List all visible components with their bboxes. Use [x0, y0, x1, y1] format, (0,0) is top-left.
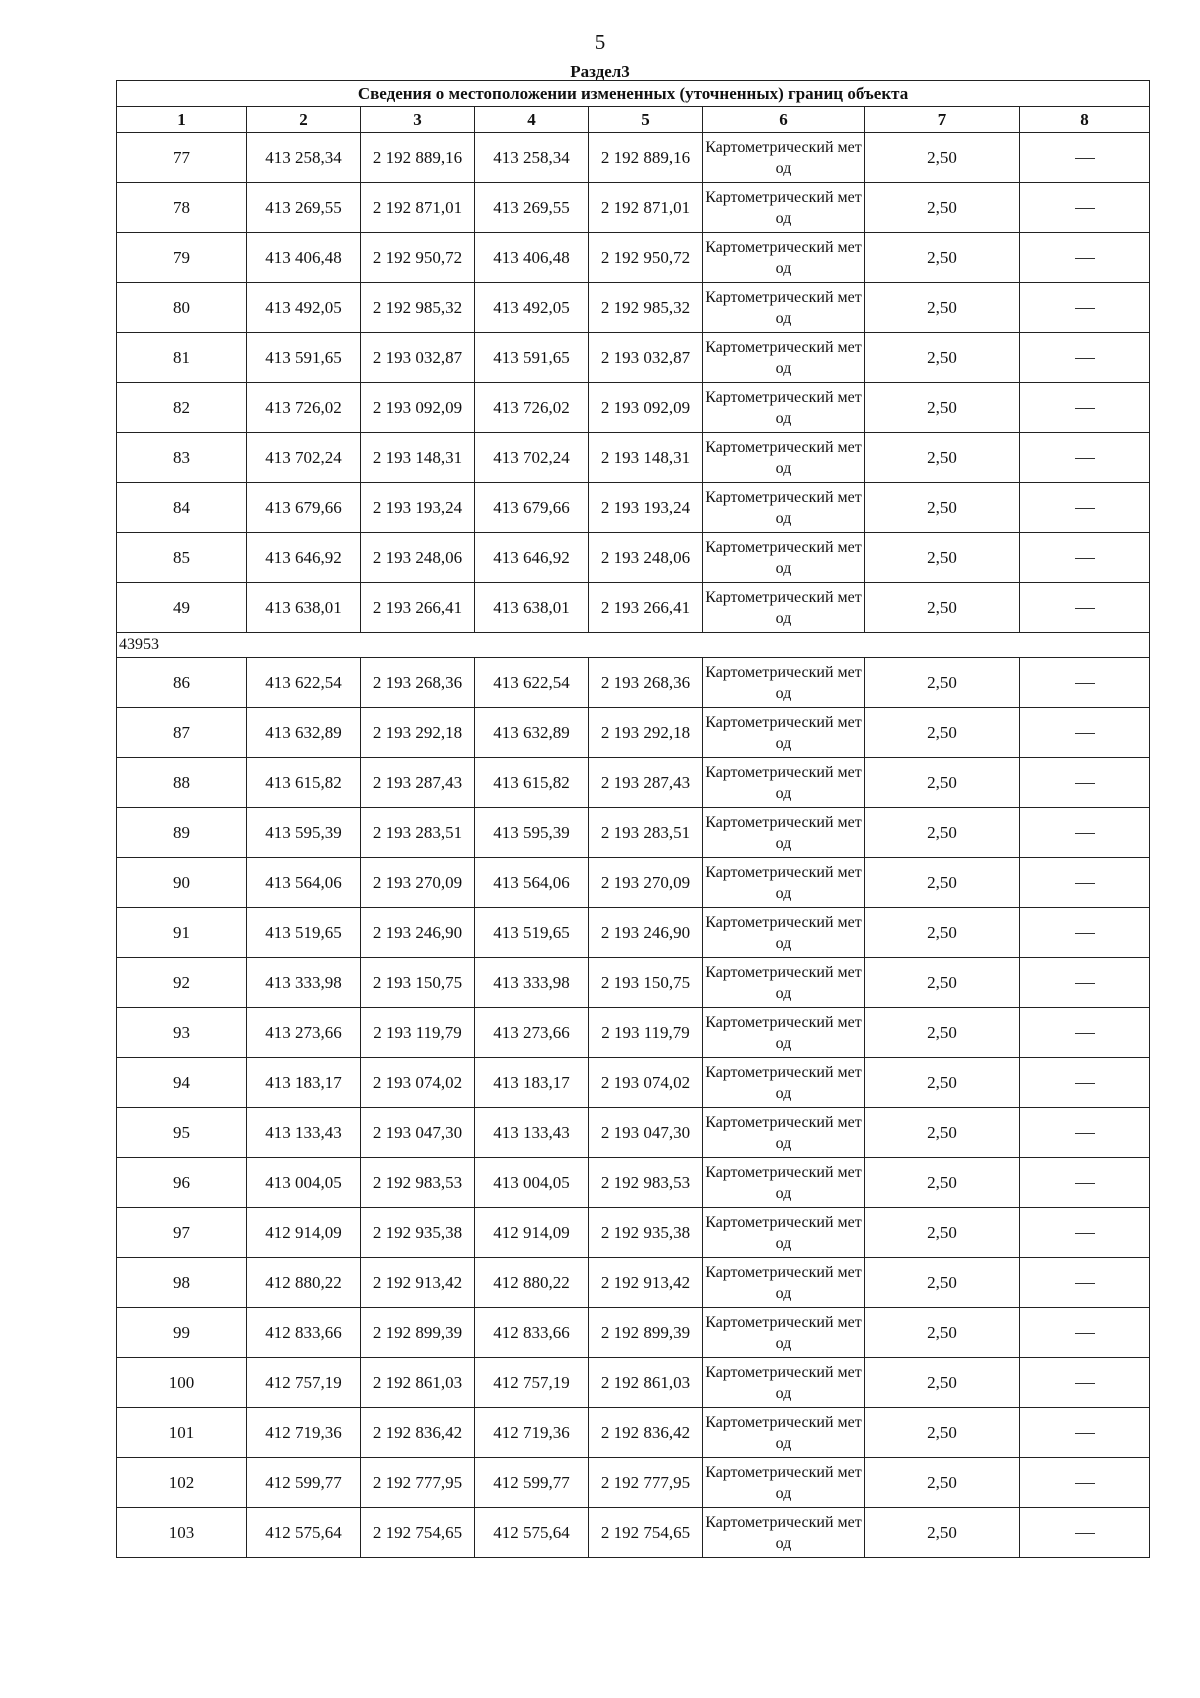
y-coordinate-cell: 2 193 150,75	[589, 958, 703, 1008]
empty-value-cell	[1020, 233, 1150, 283]
method-cell: Картометрический метод	[703, 1308, 865, 1358]
method-cell: Картометрический метод	[703, 908, 865, 958]
dash-mark	[1075, 358, 1095, 359]
x-coordinate-cell: 413 615,82	[247, 758, 361, 808]
method-cell: Картометрический метод	[703, 1508, 865, 1558]
method-cell: Картометрический метод	[703, 383, 865, 433]
x-coordinate-cell: 412 833,66	[247, 1308, 361, 1358]
x-coordinate-cell: 413 004,05	[247, 1158, 361, 1208]
point-number-cell: 97	[117, 1208, 247, 1258]
accuracy-cell: 2,50	[865, 233, 1020, 283]
empty-value-cell	[1020, 133, 1150, 183]
column-header: 7	[865, 107, 1020, 133]
table-row	[117, 958, 1150, 1008]
group-label: 43953	[117, 633, 1150, 658]
empty-value-cell	[1020, 183, 1150, 233]
y-coordinate-cell: 2 193 292,18	[361, 708, 475, 758]
empty-value-cell	[1020, 1258, 1150, 1308]
table-title-row	[117, 81, 1150, 107]
y-coordinate-cell: 2 193 246,90	[589, 908, 703, 958]
x-coordinate-cell: 413 519,65	[475, 908, 589, 958]
x-coordinate-cell: 412 914,09	[475, 1208, 589, 1258]
method-cell: Картометрический метод	[703, 1208, 865, 1258]
point-number-cell: 91	[117, 908, 247, 958]
dash-mark	[1075, 1083, 1095, 1084]
method-cell: Картометрический метод	[703, 758, 865, 808]
x-coordinate-cell: 413 519,65	[247, 908, 361, 958]
point-number-cell: 101	[117, 1408, 247, 1458]
x-coordinate-cell: 413 258,34	[475, 133, 589, 183]
method-cell: Картометрический метод	[703, 1258, 865, 1308]
y-coordinate-cell: 2 192 913,42	[361, 1258, 475, 1308]
method-cell: Картометрический метод	[703, 433, 865, 483]
x-coordinate-cell: 412 880,22	[247, 1258, 361, 1308]
accuracy-cell: 2,50	[865, 1358, 1020, 1408]
empty-value-cell	[1020, 708, 1150, 758]
y-coordinate-cell: 2 193 092,09	[589, 383, 703, 433]
column-header: 8	[1020, 107, 1150, 133]
y-coordinate-cell: 2 193 092,09	[361, 383, 475, 433]
method-cell: Картометрический метод	[703, 1108, 865, 1158]
dash-mark	[1075, 558, 1095, 559]
dash-mark	[1075, 1333, 1095, 1334]
empty-value-cell	[1020, 658, 1150, 708]
accuracy-cell: 2,50	[865, 1408, 1020, 1458]
x-coordinate-cell: 412 575,64	[247, 1508, 361, 1558]
empty-value-cell	[1020, 383, 1150, 433]
x-coordinate-cell: 413 632,89	[247, 708, 361, 758]
empty-value-cell	[1020, 758, 1150, 808]
y-coordinate-cell: 2 192 754,65	[589, 1508, 703, 1558]
y-coordinate-cell: 2 193 193,24	[589, 483, 703, 533]
empty-value-cell	[1020, 533, 1150, 583]
empty-value-cell	[1020, 1508, 1150, 1558]
y-coordinate-cell: 2 193 246,90	[361, 908, 475, 958]
y-coordinate-cell: 2 193 248,06	[589, 533, 703, 583]
dash-mark	[1075, 833, 1095, 834]
accuracy-cell: 2,50	[865, 1258, 1020, 1308]
table-body	[117, 133, 1150, 1558]
y-coordinate-cell: 2 192 861,03	[589, 1358, 703, 1408]
x-coordinate-cell: 413 183,17	[475, 1058, 589, 1108]
y-coordinate-cell: 2 193 248,06	[361, 533, 475, 583]
accuracy-cell: 2,50	[865, 283, 1020, 333]
method-cell: Картометрический метод	[703, 583, 865, 633]
x-coordinate-cell: 413 269,55	[247, 183, 361, 233]
group-label-row	[117, 633, 1150, 658]
x-coordinate-cell: 413 564,06	[475, 858, 589, 908]
x-coordinate-cell: 413 702,24	[247, 433, 361, 483]
y-coordinate-cell: 2 193 268,36	[589, 658, 703, 708]
dash-mark	[1075, 1283, 1095, 1284]
dash-mark	[1075, 1233, 1095, 1234]
dash-mark	[1075, 508, 1095, 509]
table-row	[117, 1508, 1150, 1558]
x-coordinate-cell: 412 599,77	[247, 1458, 361, 1508]
dash-mark	[1075, 983, 1095, 984]
accuracy-cell: 2,50	[865, 958, 1020, 1008]
accuracy-cell: 2,50	[865, 1158, 1020, 1208]
point-number-cell: 89	[117, 808, 247, 858]
x-coordinate-cell: 413 679,66	[475, 483, 589, 533]
table-row	[117, 233, 1150, 283]
y-coordinate-cell: 2 192 899,39	[361, 1308, 475, 1358]
table-row	[117, 583, 1150, 633]
dash-mark	[1075, 1183, 1095, 1184]
x-coordinate-cell: 413 133,43	[247, 1108, 361, 1158]
point-number-cell: 95	[117, 1108, 247, 1158]
table-row	[117, 433, 1150, 483]
method-cell: Картометрический метод	[703, 1458, 865, 1508]
point-number-cell: 102	[117, 1458, 247, 1508]
x-coordinate-cell: 412 575,64	[475, 1508, 589, 1558]
y-coordinate-cell: 2 192 985,32	[589, 283, 703, 333]
point-number-cell: 83	[117, 433, 247, 483]
x-coordinate-cell: 413 492,05	[247, 283, 361, 333]
point-number-cell: 96	[117, 1158, 247, 1208]
y-coordinate-cell: 2 193 148,31	[361, 433, 475, 483]
point-number-cell: 78	[117, 183, 247, 233]
accuracy-cell: 2,50	[865, 433, 1020, 483]
column-header: 1	[117, 107, 247, 133]
dash-mark	[1075, 933, 1095, 934]
y-coordinate-cell: 2 192 836,42	[361, 1408, 475, 1458]
y-coordinate-cell: 2 193 074,02	[589, 1058, 703, 1108]
accuracy-cell: 2,50	[865, 1108, 1020, 1158]
y-coordinate-cell: 2 192 754,65	[361, 1508, 475, 1558]
y-coordinate-cell: 2 193 283,51	[361, 808, 475, 858]
x-coordinate-cell: 413 615,82	[475, 758, 589, 808]
point-number-cell: 85	[117, 533, 247, 583]
column-header: 5	[589, 107, 703, 133]
x-coordinate-cell: 413 646,92	[247, 533, 361, 583]
table-row	[117, 183, 1150, 233]
y-coordinate-cell: 2 193 193,24	[361, 483, 475, 533]
x-coordinate-cell: 412 719,36	[247, 1408, 361, 1458]
empty-value-cell	[1020, 1058, 1150, 1108]
accuracy-cell: 2,50	[865, 658, 1020, 708]
dash-mark	[1075, 1483, 1095, 1484]
point-number-cell: 98	[117, 1258, 247, 1308]
accuracy-cell: 2,50	[865, 1458, 1020, 1508]
accuracy-cell: 2,50	[865, 858, 1020, 908]
dash-mark	[1075, 608, 1095, 609]
x-coordinate-cell: 413 004,05	[475, 1158, 589, 1208]
table-row	[117, 908, 1150, 958]
x-coordinate-cell: 413 333,98	[475, 958, 589, 1008]
y-coordinate-cell: 2 193 287,43	[361, 758, 475, 808]
table-row	[117, 1158, 1150, 1208]
accuracy-cell: 2,50	[865, 908, 1020, 958]
x-coordinate-cell: 412 599,77	[475, 1458, 589, 1508]
dash-mark	[1075, 783, 1095, 784]
point-number-cell: 88	[117, 758, 247, 808]
empty-value-cell	[1020, 283, 1150, 333]
point-number-cell: 84	[117, 483, 247, 533]
y-coordinate-cell: 2 193 287,43	[589, 758, 703, 808]
table-row	[117, 708, 1150, 758]
table-row	[117, 333, 1150, 383]
point-number-cell: 81	[117, 333, 247, 383]
y-coordinate-cell: 2 193 074,02	[361, 1058, 475, 1108]
accuracy-cell: 2,50	[865, 583, 1020, 633]
y-coordinate-cell: 2 192 950,72	[361, 233, 475, 283]
x-coordinate-cell: 413 595,39	[475, 808, 589, 858]
y-coordinate-cell: 2 192 985,32	[361, 283, 475, 333]
empty-value-cell	[1020, 1458, 1150, 1508]
dash-mark	[1075, 1133, 1095, 1134]
point-number-cell: 86	[117, 658, 247, 708]
empty-value-cell	[1020, 433, 1150, 483]
point-number-cell: 79	[117, 233, 247, 283]
empty-value-cell	[1020, 958, 1150, 1008]
accuracy-cell: 2,50	[865, 483, 1020, 533]
method-cell: Картометрический метод	[703, 1358, 865, 1408]
y-coordinate-cell: 2 192 935,38	[361, 1208, 475, 1258]
x-coordinate-cell: 413 183,17	[247, 1058, 361, 1108]
y-coordinate-cell: 2 192 950,72	[589, 233, 703, 283]
table-row	[117, 1208, 1150, 1258]
x-coordinate-cell: 413 638,01	[247, 583, 361, 633]
method-cell: Картометрический метод	[703, 1158, 865, 1208]
table-row	[117, 483, 1150, 533]
method-cell: Картометрический метод	[703, 183, 865, 233]
y-coordinate-cell: 2 192 861,03	[361, 1358, 475, 1408]
column-number-row	[117, 107, 1150, 133]
point-number-cell: 94	[117, 1058, 247, 1108]
column-header: 2	[247, 107, 361, 133]
table-row	[117, 808, 1150, 858]
dash-mark	[1075, 408, 1095, 409]
x-coordinate-cell: 412 757,19	[247, 1358, 361, 1408]
x-coordinate-cell: 413 726,02	[247, 383, 361, 433]
empty-value-cell	[1020, 1308, 1150, 1358]
y-coordinate-cell: 2 193 292,18	[589, 708, 703, 758]
method-cell: Картометрический метод	[703, 1408, 865, 1458]
method-cell: Картометрический метод	[703, 1058, 865, 1108]
y-coordinate-cell: 2 193 148,31	[589, 433, 703, 483]
table-row	[117, 1058, 1150, 1108]
y-coordinate-cell: 2 192 983,53	[589, 1158, 703, 1208]
method-cell: Картометрический метод	[703, 958, 865, 1008]
table-row	[117, 1308, 1150, 1358]
y-coordinate-cell: 2 192 777,95	[361, 1458, 475, 1508]
method-cell: Картометрический метод	[703, 133, 865, 183]
y-coordinate-cell: 2 192 899,39	[589, 1308, 703, 1358]
x-coordinate-cell: 413 622,54	[247, 658, 361, 708]
accuracy-cell: 2,50	[865, 758, 1020, 808]
y-coordinate-cell: 2 193 047,30	[361, 1108, 475, 1158]
point-number-cell: 49	[117, 583, 247, 633]
x-coordinate-cell: 413 595,39	[247, 808, 361, 858]
table-row	[117, 1358, 1150, 1408]
x-coordinate-cell: 413 269,55	[475, 183, 589, 233]
y-coordinate-cell: 2 193 270,09	[589, 858, 703, 908]
y-coordinate-cell: 2 192 836,42	[589, 1408, 703, 1458]
method-cell: Картометрический метод	[703, 658, 865, 708]
empty-value-cell	[1020, 1358, 1150, 1408]
table-row	[117, 1258, 1150, 1308]
page-number: 5	[594, 30, 606, 54]
accuracy-cell: 2,50	[865, 1058, 1020, 1108]
accuracy-cell: 2,50	[865, 133, 1020, 183]
method-cell: Картометрический метод	[703, 533, 865, 583]
y-coordinate-cell: 2 192 777,95	[589, 1458, 703, 1508]
accuracy-cell: 2,50	[865, 1508, 1020, 1558]
accuracy-cell: 2,50	[865, 333, 1020, 383]
method-cell: Картометрический метод	[703, 483, 865, 533]
method-cell: Картометрический метод	[703, 808, 865, 858]
table-row	[117, 1408, 1150, 1458]
x-coordinate-cell: 413 591,65	[247, 333, 361, 383]
dash-mark	[1075, 1383, 1095, 1384]
y-coordinate-cell: 2 193 032,87	[361, 333, 475, 383]
empty-value-cell	[1020, 1408, 1150, 1458]
y-coordinate-cell: 2 192 935,38	[589, 1208, 703, 1258]
x-coordinate-cell: 413 632,89	[475, 708, 589, 758]
table-row	[117, 133, 1150, 183]
x-coordinate-cell: 413 273,66	[247, 1008, 361, 1058]
x-coordinate-cell: 413 258,34	[247, 133, 361, 183]
empty-value-cell	[1020, 1008, 1150, 1058]
empty-value-cell	[1020, 1108, 1150, 1158]
point-number-cell: 82	[117, 383, 247, 433]
table-row	[117, 758, 1150, 808]
empty-value-cell	[1020, 333, 1150, 383]
method-cell: Картометрический метод	[703, 708, 865, 758]
dash-mark	[1075, 308, 1095, 309]
empty-value-cell	[1020, 808, 1150, 858]
x-coordinate-cell: 413 492,05	[475, 283, 589, 333]
x-coordinate-cell: 413 638,01	[475, 583, 589, 633]
y-coordinate-cell: 2 192 913,42	[589, 1258, 703, 1308]
y-coordinate-cell: 2 193 283,51	[589, 808, 703, 858]
x-coordinate-cell: 412 833,66	[475, 1308, 589, 1358]
method-cell: Картометрический метод	[703, 283, 865, 333]
table-row	[117, 658, 1150, 708]
y-coordinate-cell: 2 193 266,41	[361, 583, 475, 633]
y-coordinate-cell: 2 192 889,16	[589, 133, 703, 183]
table-row	[117, 1108, 1150, 1158]
y-coordinate-cell: 2 193 150,75	[361, 958, 475, 1008]
table-row	[117, 1008, 1150, 1058]
point-number-cell: 90	[117, 858, 247, 908]
accuracy-cell: 2,50	[865, 183, 1020, 233]
x-coordinate-cell: 413 679,66	[247, 483, 361, 533]
table-title: Сведения о местоположении измененных (уточненных) границ объекта	[117, 81, 1150, 107]
point-number-cell: 77	[117, 133, 247, 183]
point-number-cell: 103	[117, 1508, 247, 1558]
y-coordinate-cell: 2 193 266,41	[589, 583, 703, 633]
y-coordinate-cell: 2 193 119,79	[589, 1008, 703, 1058]
dash-mark	[1075, 1433, 1095, 1434]
x-coordinate-cell: 413 591,65	[475, 333, 589, 383]
empty-value-cell	[1020, 583, 1150, 633]
point-number-cell: 93	[117, 1008, 247, 1058]
x-coordinate-cell: 413 133,43	[475, 1108, 589, 1158]
x-coordinate-cell: 413 406,48	[247, 233, 361, 283]
dash-mark	[1075, 1533, 1095, 1534]
y-coordinate-cell: 2 193 268,36	[361, 658, 475, 708]
table-row	[117, 858, 1150, 908]
empty-value-cell	[1020, 483, 1150, 533]
x-coordinate-cell: 412 914,09	[247, 1208, 361, 1258]
table-row	[117, 1458, 1150, 1508]
x-coordinate-cell: 413 406,48	[475, 233, 589, 283]
x-coordinate-cell: 413 702,24	[475, 433, 589, 483]
point-number-cell: 100	[117, 1358, 247, 1408]
dash-mark	[1075, 258, 1095, 259]
x-coordinate-cell: 413 726,02	[475, 383, 589, 433]
y-coordinate-cell: 2 192 871,01	[361, 183, 475, 233]
accuracy-cell: 2,50	[865, 1008, 1020, 1058]
dash-mark	[1075, 458, 1095, 459]
point-number-cell: 99	[117, 1308, 247, 1358]
dash-mark	[1075, 1033, 1095, 1034]
empty-value-cell	[1020, 1208, 1150, 1258]
empty-value-cell	[1020, 908, 1150, 958]
x-coordinate-cell: 413 333,98	[247, 958, 361, 1008]
y-coordinate-cell: 2 193 032,87	[589, 333, 703, 383]
x-coordinate-cell: 413 273,66	[475, 1008, 589, 1058]
x-coordinate-cell: 412 757,19	[475, 1358, 589, 1408]
dash-mark	[1075, 158, 1095, 159]
x-coordinate-cell: 413 646,92	[475, 533, 589, 583]
method-cell: Картометрический метод	[703, 858, 865, 908]
coordinates-table	[116, 80, 1150, 1558]
x-coordinate-cell: 413 564,06	[247, 858, 361, 908]
table-row	[117, 383, 1150, 433]
accuracy-cell: 2,50	[865, 1208, 1020, 1258]
section-heading: Раздел3	[570, 62, 630, 81]
method-cell: Картометрический метод	[703, 1008, 865, 1058]
empty-value-cell	[1020, 858, 1150, 908]
point-number-cell: 87	[117, 708, 247, 758]
accuracy-cell: 2,50	[865, 1308, 1020, 1358]
y-coordinate-cell: 2 192 889,16	[361, 133, 475, 183]
y-coordinate-cell: 2 193 047,30	[589, 1108, 703, 1158]
column-header: 3	[361, 107, 475, 133]
dash-mark	[1075, 683, 1095, 684]
method-cell: Картометрический метод	[703, 333, 865, 383]
table-row	[117, 533, 1150, 583]
accuracy-cell: 2,50	[865, 533, 1020, 583]
x-coordinate-cell: 412 719,36	[475, 1408, 589, 1458]
dash-mark	[1075, 733, 1095, 734]
y-coordinate-cell: 2 192 983,53	[361, 1158, 475, 1208]
accuracy-cell: 2,50	[865, 708, 1020, 758]
y-coordinate-cell: 2 193 270,09	[361, 858, 475, 908]
x-coordinate-cell: 413 622,54	[475, 658, 589, 708]
column-header: 4	[475, 107, 589, 133]
y-coordinate-cell: 2 192 871,01	[589, 183, 703, 233]
accuracy-cell: 2,50	[865, 808, 1020, 858]
point-number-cell: 80	[117, 283, 247, 333]
column-header: 6	[703, 107, 865, 133]
point-number-cell: 92	[117, 958, 247, 1008]
y-coordinate-cell: 2 193 119,79	[361, 1008, 475, 1058]
dash-mark	[1075, 883, 1095, 884]
accuracy-cell: 2,50	[865, 383, 1020, 433]
x-coordinate-cell: 412 880,22	[475, 1258, 589, 1308]
empty-value-cell	[1020, 1158, 1150, 1208]
method-cell: Картометрический метод	[703, 233, 865, 283]
table-row	[117, 283, 1150, 333]
dash-mark	[1075, 208, 1095, 209]
